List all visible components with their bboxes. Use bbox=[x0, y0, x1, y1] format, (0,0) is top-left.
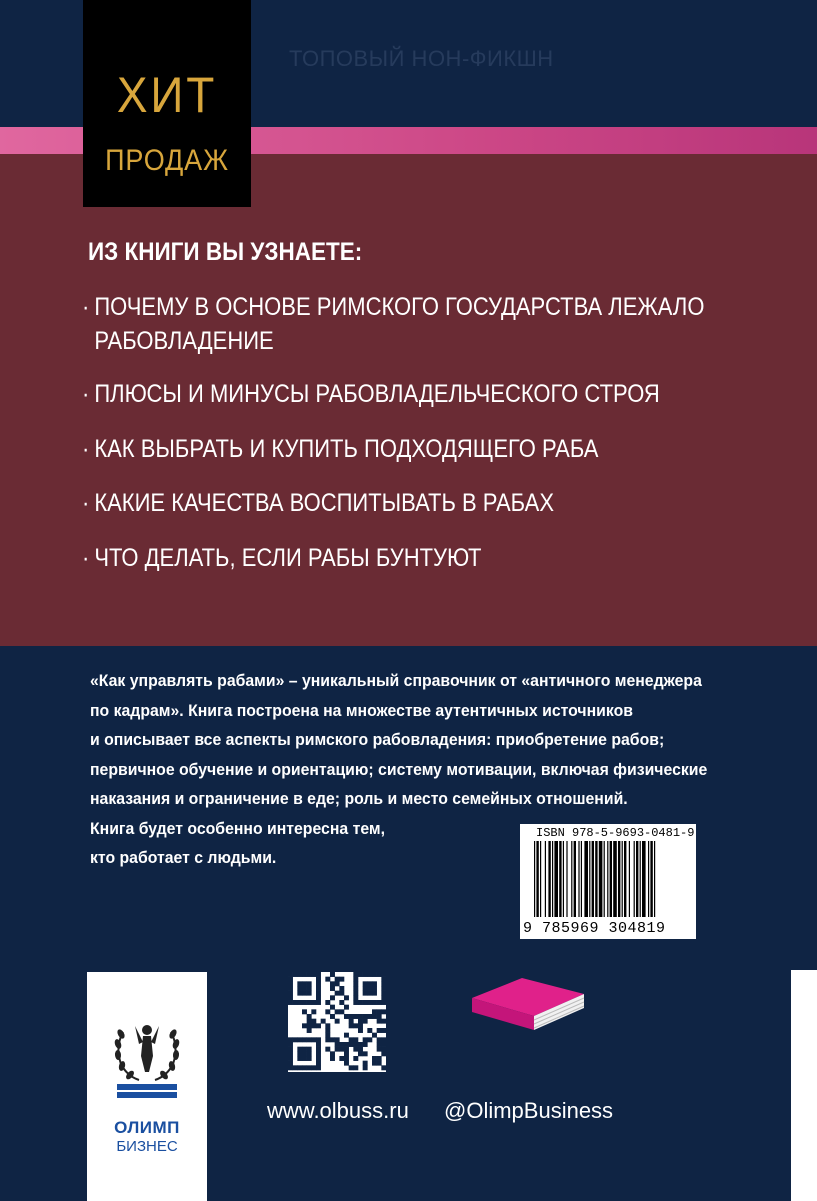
qr-module bbox=[377, 1019, 382, 1024]
qr-module bbox=[353, 1065, 358, 1070]
qr-module bbox=[344, 1056, 349, 1061]
qr-module bbox=[372, 986, 377, 991]
barcode-bar bbox=[636, 841, 638, 917]
qr-module bbox=[363, 1042, 368, 1047]
qr-module bbox=[335, 1037, 340, 1042]
qr-module bbox=[297, 1056, 302, 1061]
qr-module bbox=[339, 1056, 344, 1061]
qr-module bbox=[316, 1023, 321, 1028]
qr-module bbox=[363, 1061, 368, 1066]
qr-module bbox=[372, 1000, 377, 1005]
qr-module bbox=[325, 1047, 330, 1052]
qr-module bbox=[330, 1037, 335, 1042]
qr-module bbox=[377, 1061, 382, 1066]
social-handle-link[interactable]: @OlimpBusiness bbox=[444, 1098, 614, 1123]
series-tagline: ТОПОВЫЙ НОН-ФИКШН bbox=[289, 46, 554, 71]
learn-item: · ПЛЮСЫ И МИНУСЫ РАБОВЛАДЕЛЬЧЕСКОГО СТРОЯ bbox=[82, 380, 660, 408]
qr-module bbox=[321, 1019, 326, 1024]
qr-module bbox=[302, 1056, 307, 1061]
barcode-bar bbox=[548, 841, 550, 917]
qr-module bbox=[316, 995, 321, 1000]
qr-module bbox=[367, 991, 372, 996]
qr-module bbox=[302, 1047, 307, 1052]
qr-module bbox=[316, 1051, 321, 1056]
qr-module bbox=[302, 991, 307, 996]
qr-module bbox=[302, 1000, 307, 1005]
barcode-bar bbox=[545, 841, 546, 917]
qr-module bbox=[316, 986, 321, 991]
qr-module bbox=[297, 986, 302, 991]
barcode-bar bbox=[599, 841, 603, 917]
qr-module bbox=[381, 977, 386, 982]
qr-module bbox=[330, 986, 335, 991]
qr-module bbox=[377, 1014, 382, 1019]
qr-module bbox=[288, 1047, 293, 1052]
barcode-bar bbox=[578, 841, 579, 917]
qr-module bbox=[325, 1023, 330, 1028]
qr-module bbox=[302, 1023, 307, 1028]
qr-module bbox=[330, 1056, 335, 1061]
qr-module bbox=[353, 1037, 358, 1042]
qr-module bbox=[288, 981, 293, 986]
qr-module bbox=[363, 1014, 368, 1019]
description-line: кто работает с людьми. bbox=[90, 848, 277, 867]
qr-module bbox=[316, 1056, 321, 1061]
qr-module bbox=[307, 1056, 312, 1061]
qr-module bbox=[377, 972, 382, 977]
qr-module bbox=[316, 1047, 321, 1052]
qr-module bbox=[339, 991, 344, 996]
barcode-bar bbox=[613, 841, 617, 917]
qr-module bbox=[358, 1014, 363, 1019]
qr-module bbox=[311, 1037, 316, 1042]
qr-module bbox=[307, 1019, 312, 1024]
learn-item: · ЧТО ДЕЛАТЬ, ЕСЛИ РАБЫ БУНТУЮТ bbox=[82, 544, 482, 572]
qr-module bbox=[349, 1023, 354, 1028]
qr-module bbox=[353, 991, 358, 996]
qr-module bbox=[377, 1042, 382, 1047]
qr-module bbox=[325, 1037, 330, 1042]
barcode-bar bbox=[607, 841, 608, 917]
qr-module bbox=[381, 1042, 386, 1047]
publisher-sub: БИЗНЕС bbox=[116, 1138, 178, 1155]
qr-module bbox=[353, 1042, 358, 1047]
qr-module bbox=[381, 1037, 386, 1042]
barcode-bar bbox=[618, 841, 620, 917]
qr-module bbox=[367, 1037, 372, 1042]
qr-module bbox=[358, 972, 363, 977]
qr-module bbox=[316, 977, 321, 982]
qr-module bbox=[353, 1047, 358, 1052]
qr-module bbox=[330, 1014, 335, 1019]
qr-module bbox=[349, 1019, 354, 1024]
qr-module bbox=[330, 981, 335, 986]
qr-module bbox=[358, 1028, 363, 1033]
qr-module bbox=[297, 972, 302, 977]
qr-module bbox=[372, 1014, 377, 1019]
qr-module bbox=[344, 1061, 349, 1066]
barcode-bar bbox=[574, 841, 576, 917]
qr-module bbox=[335, 977, 340, 982]
barcode-bar bbox=[629, 841, 630, 917]
qr-module bbox=[316, 1000, 321, 1005]
qr-module bbox=[316, 1042, 321, 1047]
qr-module bbox=[344, 995, 349, 1000]
badge-line-2: ПРОДАЖ bbox=[105, 144, 229, 177]
qr-module bbox=[344, 1033, 349, 1038]
qr-module bbox=[344, 1042, 349, 1047]
qr-module bbox=[307, 981, 312, 986]
qr-module bbox=[349, 1065, 354, 1070]
qr-module bbox=[302, 1051, 307, 1056]
qr-module bbox=[307, 1051, 312, 1056]
qr-module bbox=[297, 1051, 302, 1056]
qr-module bbox=[307, 972, 312, 977]
qr-module bbox=[358, 1042, 363, 1047]
badge-line-1: ХИТ bbox=[116, 67, 218, 123]
barcode-bar bbox=[595, 841, 597, 917]
learn-item-text: ПЛЮСЫ И МИНУСЫ РАБОВЛАДЕЛЬЧЕСКОГО СТРОЯ bbox=[94, 380, 660, 408]
qr-module bbox=[363, 991, 368, 996]
qr-module bbox=[307, 1028, 312, 1033]
qr-code-icon[interactable] bbox=[288, 972, 386, 1072]
barcode-bar bbox=[640, 841, 641, 917]
qr-module bbox=[330, 1051, 335, 1056]
qr-module bbox=[381, 981, 386, 986]
qr-module bbox=[316, 972, 321, 977]
hermes-wreath-icon bbox=[87, 972, 207, 1112]
description-line: и описывает все аспекты римского рабовладения: приобретение рабов; bbox=[90, 730, 665, 749]
qr-module bbox=[297, 1037, 302, 1042]
qr-module bbox=[302, 1009, 307, 1014]
qr-module bbox=[297, 981, 302, 986]
isbn-digits: 9 785969 304819 bbox=[523, 920, 666, 937]
qr-module bbox=[358, 1051, 363, 1056]
learn-item-text: КАКИЕ КАЧЕСТВА ВОСПИТЫВАТЬ В РАБАХ bbox=[94, 489, 554, 517]
qr-module bbox=[381, 1009, 386, 1014]
barcode-bar bbox=[624, 841, 626, 917]
qr-module bbox=[381, 986, 386, 991]
qr-module bbox=[339, 1042, 344, 1047]
qr-module bbox=[316, 1061, 321, 1066]
right-edge-panel bbox=[791, 970, 817, 1201]
qr-module bbox=[297, 1047, 302, 1052]
qr-module bbox=[288, 991, 293, 996]
qr-module bbox=[344, 1051, 349, 1056]
qr-module bbox=[372, 991, 377, 996]
qr-module bbox=[307, 986, 312, 991]
qr-module bbox=[335, 1042, 340, 1047]
qr-module bbox=[335, 1019, 340, 1024]
qr-module bbox=[367, 1028, 372, 1033]
qr-module bbox=[325, 1033, 330, 1038]
qr-module bbox=[381, 1000, 386, 1005]
qr-module bbox=[293, 1037, 298, 1042]
qr-module bbox=[288, 977, 293, 982]
qr-module bbox=[363, 972, 368, 977]
qr-module bbox=[307, 991, 312, 996]
learn-item-text: ЧТО ДЕЛАТЬ, ЕСЛИ РАБЫ БУНТУЮТ bbox=[94, 544, 482, 572]
qr-module bbox=[330, 1005, 335, 1010]
qr-module bbox=[381, 995, 386, 1000]
qr-module bbox=[363, 1051, 368, 1056]
qr-module bbox=[316, 1037, 321, 1042]
learn-item: · ПОЧЕМУ В ОСНОВЕ РИМСКОГО ГОСУДАРСТВА ЛЕЖАЛО РАБОВЛАДЕНИЕ bbox=[82, 290, 704, 358]
qr-module bbox=[372, 1056, 377, 1061]
learn-item-text-line2: РАБОВЛАДЕНИЕ bbox=[94, 327, 274, 355]
qr-module bbox=[316, 1065, 321, 1070]
qr-module bbox=[330, 972, 335, 977]
qr-module bbox=[339, 1009, 344, 1014]
qr-module bbox=[381, 1019, 386, 1024]
qr-module bbox=[297, 1000, 302, 1005]
qr-module bbox=[349, 1014, 354, 1019]
qr-module bbox=[288, 1061, 293, 1066]
qr-module bbox=[377, 1047, 382, 1052]
barcode-bar bbox=[610, 841, 612, 917]
qr-module bbox=[381, 1065, 386, 1070]
qr-module bbox=[302, 972, 307, 977]
qr-module bbox=[372, 981, 377, 986]
qr-module bbox=[293, 1065, 298, 1070]
qr-module bbox=[311, 1019, 316, 1024]
qr-module bbox=[358, 1000, 363, 1005]
qr-module bbox=[367, 1014, 372, 1019]
qr-module bbox=[353, 1023, 358, 1028]
qr-module bbox=[325, 977, 330, 982]
qr-module bbox=[311, 1065, 316, 1070]
qr-module bbox=[339, 977, 344, 982]
barcode-bar bbox=[554, 841, 558, 917]
barcode-bar bbox=[563, 841, 564, 917]
qr-module bbox=[381, 1047, 386, 1052]
qr-module bbox=[302, 1037, 307, 1042]
barcode-bar bbox=[604, 841, 605, 917]
qr-module bbox=[353, 986, 358, 991]
qr-module bbox=[372, 1033, 377, 1038]
qr-module bbox=[372, 1061, 377, 1066]
qr-module bbox=[344, 1014, 349, 1019]
learn-item: · КАК ВЫБРАТЬ И КУПИТЬ ПОДХОДЯЩЕГО РАБА bbox=[82, 435, 599, 463]
qr-code-pattern bbox=[288, 972, 386, 1072]
qr-module bbox=[353, 981, 358, 986]
qr-module bbox=[363, 1037, 368, 1042]
learn-item: · КАКИЕ КАЧЕСТВА ВОСПИТЫВАТЬ В РАБАХ bbox=[82, 489, 554, 517]
qr-module bbox=[339, 986, 344, 991]
qr-module bbox=[377, 1056, 382, 1061]
qr-module bbox=[367, 972, 372, 977]
barcode-bar bbox=[536, 841, 538, 917]
qr-module bbox=[307, 1047, 312, 1052]
qr-module bbox=[367, 981, 372, 986]
qr-module bbox=[363, 986, 368, 991]
description-line: наказания и ограничение в еде; роль и место семейных отношений. bbox=[90, 789, 628, 808]
isbn-barcode bbox=[520, 824, 696, 939]
qr-module bbox=[363, 1065, 368, 1070]
qr-module bbox=[293, 1000, 298, 1005]
learn-item-text: ПОЧЕМУ В ОСНОВЕ РИМСКОГО ГОСУДАРСТВА ЛЕЖАЛО bbox=[94, 293, 705, 321]
qr-module bbox=[302, 986, 307, 991]
qr-module bbox=[288, 1056, 293, 1061]
barcode-bar bbox=[589, 841, 590, 917]
qr-module bbox=[344, 1005, 349, 1010]
qr-module bbox=[307, 1023, 312, 1028]
qr-module bbox=[330, 995, 335, 1000]
qr-module bbox=[381, 1028, 386, 1033]
qr-module bbox=[353, 1014, 358, 1019]
qr-module bbox=[372, 1009, 377, 1014]
isbn-label: ISBN 978-5-9693-0481-9 bbox=[536, 826, 695, 840]
description-line: «Как управлять рабами» – уникальный справочник от «античного менеджера bbox=[90, 671, 702, 690]
description-line: по кадрам». Книга построена на множестве аутентичных источников bbox=[90, 700, 633, 720]
qr-module bbox=[353, 995, 358, 1000]
learn-heading: ИЗ КНИГИ ВЫ УЗНАЕТЕ: bbox=[88, 238, 363, 266]
book-icon bbox=[468, 976, 588, 1032]
barcode-bar bbox=[654, 841, 655, 917]
qr-module bbox=[316, 981, 321, 986]
qr-module bbox=[363, 1000, 368, 1005]
qr-module bbox=[339, 1047, 344, 1052]
publisher-logo-box bbox=[87, 972, 207, 1201]
barcode-bar bbox=[581, 841, 582, 917]
qr-module bbox=[297, 1065, 302, 1070]
barcode-bar bbox=[650, 841, 652, 917]
qr-module bbox=[353, 1056, 358, 1061]
qr-module bbox=[363, 1019, 368, 1024]
bestseller-badge bbox=[83, 0, 251, 207]
qr-module bbox=[307, 1037, 312, 1042]
qr-module bbox=[335, 991, 340, 996]
website-link[interactable]: www.olbuss.ru bbox=[267, 1098, 409, 1123]
qr-module bbox=[381, 991, 386, 996]
qr-module bbox=[288, 1000, 293, 1005]
qr-module bbox=[335, 981, 340, 986]
qr-module bbox=[325, 1000, 330, 1005]
qr-module bbox=[381, 1051, 386, 1056]
qr-module bbox=[358, 1023, 363, 1028]
barcode-bar bbox=[622, 841, 623, 917]
qr-module bbox=[381, 972, 386, 977]
qr-module bbox=[363, 981, 368, 986]
qr-module bbox=[311, 972, 316, 977]
barcode-bar bbox=[592, 841, 594, 917]
barcode-bar bbox=[648, 841, 649, 917]
qr-module bbox=[367, 986, 372, 991]
qr-module bbox=[293, 972, 298, 977]
qr-module bbox=[311, 1009, 316, 1014]
barcode-bar bbox=[634, 841, 635, 917]
qr-module bbox=[358, 1047, 363, 1052]
qr-module bbox=[316, 991, 321, 996]
qr-module bbox=[288, 1042, 293, 1047]
qr-module bbox=[353, 1000, 358, 1005]
barcode-bar bbox=[540, 841, 541, 917]
qr-module bbox=[311, 1023, 316, 1028]
qr-module bbox=[302, 981, 307, 986]
publisher-name: ОЛИМП bbox=[114, 1118, 180, 1137]
learn-item-text: КАК ВЫБРАТЬ И КУПИТЬ ПОДХОДЯЩЕГО РАБА bbox=[94, 435, 599, 463]
qr-module bbox=[353, 977, 358, 982]
barcode-bar bbox=[534, 841, 535, 917]
qr-module bbox=[297, 991, 302, 996]
qr-module bbox=[307, 1014, 312, 1019]
description-line: Книга будет особенно интересна тем, bbox=[90, 818, 385, 838]
qr-module bbox=[377, 1037, 382, 1042]
qr-module bbox=[325, 1028, 330, 1033]
barcode-bar bbox=[584, 841, 588, 917]
qr-module bbox=[377, 1000, 382, 1005]
qr-module bbox=[344, 1047, 349, 1052]
barcode-bar bbox=[566, 841, 567, 917]
qr-module bbox=[307, 1065, 312, 1070]
barcode-bar bbox=[559, 841, 561, 917]
qr-module bbox=[358, 1019, 363, 1024]
qr-module bbox=[335, 1047, 340, 1052]
qr-module bbox=[353, 972, 358, 977]
qr-module bbox=[377, 1028, 382, 1033]
qr-module bbox=[288, 1065, 293, 1070]
qr-module bbox=[349, 1037, 354, 1042]
qr-module bbox=[288, 1037, 293, 1042]
qr-module bbox=[288, 995, 293, 1000]
qr-module bbox=[288, 986, 293, 991]
qr-module bbox=[302, 1065, 307, 1070]
qr-module bbox=[349, 1042, 354, 1047]
qr-module bbox=[325, 1009, 330, 1014]
barcode-bar bbox=[642, 841, 646, 917]
qr-module bbox=[307, 1000, 312, 1005]
qr-module bbox=[335, 1009, 340, 1014]
qr-module bbox=[367, 1000, 372, 1005]
qr-module bbox=[288, 972, 293, 977]
qr-module bbox=[311, 1000, 316, 1005]
barcode-bar bbox=[552, 841, 553, 917]
barcode-bar bbox=[571, 841, 572, 917]
qr-module bbox=[288, 1051, 293, 1056]
qr-module bbox=[377, 1009, 382, 1014]
description-line: первичное обучение и ориентацию; систему мотивации, включая физические bbox=[90, 759, 708, 779]
qr-module bbox=[372, 972, 377, 977]
qr-module bbox=[339, 1000, 344, 1005]
